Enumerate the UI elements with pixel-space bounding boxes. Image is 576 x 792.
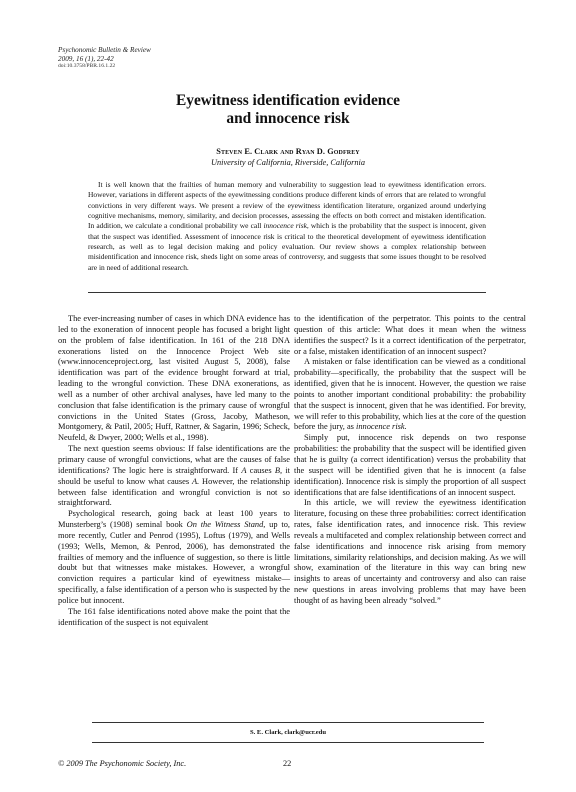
paragraph-text: The 161 false identifications noted above make the point that the identification of the suspect is not equivalent xyxy=(58,606,290,627)
left-column xyxy=(58,314,290,628)
page-number: 22 xyxy=(283,759,292,768)
author-contact: S. E. Clark, clark@ucr.edu xyxy=(249,729,327,736)
body-paragraph xyxy=(294,498,526,606)
body-paragraph xyxy=(58,607,290,629)
authors: Steven E. Clark and Ryan D. Godfrey xyxy=(216,147,360,156)
paragraph-text: However, the relationship between false identification and wrongful conviction is not so straightforward. xyxy=(58,476,290,508)
paragraph-text: Psychological research, going back at least 100 years to Munsterberg’s (1908) seminal book xyxy=(58,509,290,530)
body-paragraph xyxy=(58,444,290,509)
title-line-1: Eyewitness identification evidence xyxy=(176,92,400,109)
body-paragraph xyxy=(294,357,526,433)
journal-doi: doi:10.3758/PBR.16.1.22 xyxy=(58,63,116,70)
abstract-part: which is the probability that the suspect is innocent, given that the suspect was identified. Assessment of innocence risk is critical to the theoretical development of eyewitness identification research, as well as to legal decision making and policy evaluation. Our review shows a complex relationship between misidentification and innocence risk, sheds light on some areas of controversy, and suggests that some issues thought to be resolved are in need of additional research. xyxy=(88,221,486,272)
abstract-divider xyxy=(88,292,486,293)
italic-term: On the Witness Stand xyxy=(186,520,264,530)
italic-term: A xyxy=(241,465,247,475)
affiliation: University of California, Riverside, California xyxy=(211,158,365,167)
paragraph-text: In this article, we will review the eyewitness identification literature, focusing on these three probabilities: correct identification rates, false identification rates, and innocence risk. This review reveals a multifaceted and complex relationship between correct and false identifications and innocence risk arising from memory limitations, similarity relationships, and decision making. As we will show, examination of the literature in this way can bring new insights to areas of uncertainty and controversy and also can raise new questions in areas involving problems that may have been thought of as having been already “solved.” xyxy=(294,498,526,605)
journal-header xyxy=(58,46,151,70)
paragraph-text: it should be useful to know what causes xyxy=(58,465,291,486)
paragraph-text: causes xyxy=(246,465,275,475)
italic-term: B, xyxy=(274,465,283,475)
body-paragraph xyxy=(58,314,290,444)
abstract-italic-term: innocence risk, xyxy=(263,221,309,231)
italic-term: innocence risk. xyxy=(356,422,407,432)
paragraph-text: Simply put, innocence risk depends on two response probabilities: the probability that the suspect will be identified given that he is guilty (a correct identification) versus the probability that the suspect will be identified given that he is innocent (a false identification). Innocence risk is simply the proportion of all suspect identifications that are false identifications of an innocent suspect. xyxy=(294,433,526,497)
paragraph-text: The next question seems obvious: If false identifications are the primary cause of wrongful convictions, what are the causes of false identifications? The logic here is straightforward. If xyxy=(58,444,290,475)
abstract xyxy=(88,180,486,273)
title-line-2: and innocence risk xyxy=(226,110,350,127)
paragraph-text: , up to, more recently, Cutler and Penrod (1995), Loftus (1979), and Wells (1993; Wells, Memon, & Penrod, 2006), has demonstrated the frailties of memory and the influence of suggestion, so there is little doubt but that witnesses make mistakes. However, a wrongful conviction requires a particular kind of eyewitness mistake—specifically, a false identification of a person who is suspected by the police but innocent. xyxy=(58,520,290,605)
italic-term: A. xyxy=(191,476,200,486)
paragraph-text: The ever-increasing number of cases in which DNA evidence has led to the exoneration of innocent people has focused a bright light on the problem of false identification. In 161 of the 218 DNA exonerations listed on the Innocence Project Web site (www.innocenceproject.org, last visited August 5, 2008), false identification was part of the evidence brought forward at trial, leading to the wrongful conviction. These DNA exonerations, as well as a number of other archival analyses, have led many to the conclusion that false identification is the primary cause of wrongful convictions in the United States (Gross, Jacoby, Matheson, Montgomery, & Patil, 2005; Huff, Rattner, & Sagarin, 1996; Scheck, Neufeld, & Dwyer, 2000; Wells et al., 1998). xyxy=(58,314,290,443)
paper-title xyxy=(58,92,518,128)
footer-divider-top xyxy=(92,722,484,723)
body-paragraph xyxy=(294,314,526,357)
copyright: © 2009 The Psychonomic Society, Inc. xyxy=(58,759,187,768)
abstract-part: It is well known that the frailties of human memory and vulnerability to suggestion lead to eyewitness identification errors. However, variations in different aspects of the eyewitnessing conditions produce different kinds of errors that are related to wrongful convictions in very different ways. We present a review of the eyewitness identification literature, organized around underlying cognitive mechanisms, memory, similarity, and decision processes, assessing the effects on both correct and mistaken identification. In addition, we calculate a conditional probability we call xyxy=(88,180,486,231)
body-paragraph xyxy=(294,433,526,498)
body-paragraph xyxy=(58,509,290,607)
paragraph-text: to the identification of the perpetrator. This points to the central question of this article: What does it mean when the witness identifies the suspect? Is it a correct identification of the perpetrator, or a false, mistaken identification of an innocent suspect? xyxy=(294,314,526,356)
journal-volume: 2009, 16 (1), 22-42 xyxy=(58,54,114,63)
journal-name: Psychonomic Bulletin & Review xyxy=(58,46,151,54)
footer-divider-bottom xyxy=(92,742,484,743)
right-column xyxy=(294,314,526,607)
paragraph-text: A mistaken or false identification can be viewed as a conditional probability—specifically, the probability that the suspect will be identified, given that he is innocent. However, the question we raise points to another important conditional probability: the probability that the suspect is innocent, given that he was identified. For brevity, we will refer to this probability, which lies at the core of the question before the jury, as xyxy=(294,357,526,432)
